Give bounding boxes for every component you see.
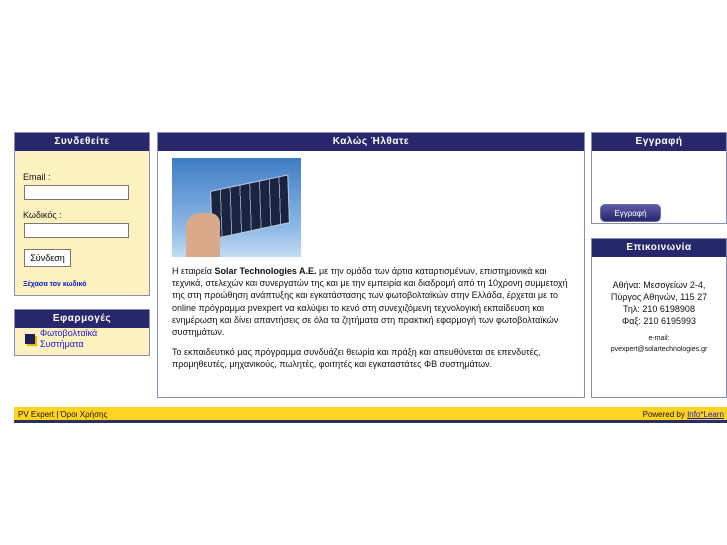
contact-phone: Τηλ: 210 6198908 — [623, 304, 695, 314]
register-panel — [591, 132, 727, 224]
company-name: Solar Technologies A.E. — [214, 266, 317, 276]
footer-separator: | — [54, 410, 61, 419]
apps-panel — [14, 309, 150, 356]
infolearn-link[interactable]: Info*Learn — [687, 410, 724, 419]
program-paragraph: Το εκπαιδευτικό μας πρόγραμμα συνδυάζει θεωρία και πράξη και απευθύνεται σε επενδυτές, προμηθευτές, μηχανικούς, πωλητές, φοιτητές και εγκαταστάτες ΦΒ συστημάτων. — [172, 347, 541, 370]
footer-brand[interactable]: PV Expert — [18, 410, 55, 419]
email-input[interactable] — [24, 185, 129, 200]
contact-address-line2: Πύργος Αθηνών, 115 27 — [610, 292, 708, 302]
forgot-password-link[interactable]: Ξέχασα τον κωδικό — [23, 281, 87, 288]
footer-left — [18, 407, 107, 423]
solar-cell-image — [172, 158, 301, 257]
contact-header: Επικοινωνία — [592, 239, 726, 257]
intro-text-rest: με την ομάδα των άρτια καταρτισμένων, επιστημονικά και τεχνικά, στελεχών και συνεργατών της και με την εμπειρία και διαδρομή από τη 10χρονη συμμετοχή της στη προώθηση ανάπτυξης και εγκατάστασης των φωτοβολταϊκών στην Ελλάδα, έρχεται με το online πρόγραμμα pvexpert να καλύψει το κενό στη συνεχιζόμενη τεχνολογική εκπαίδευση και ενημέρωση και δίνει απαντήσεις σε όλα τα ζητήματα στη πρακτική εφαρμογή των φωτοβολταϊκών συστημάτων. — [172, 266, 568, 338]
contact-email-label: e-mail: — [648, 335, 670, 342]
terms-link[interactable]: Όροι Χρήσης — [60, 410, 108, 419]
welcome-header: Καλώς Ήλθατε — [158, 133, 584, 151]
register-header: Εγγραφή — [592, 133, 726, 151]
contact-email[interactable]: pvexpert@solartechnologies.gr — [610, 346, 708, 353]
app-link-line2: Συστήματα — [40, 339, 84, 349]
contact-address-line1: Αθήνα: Μεσογείων 2-4, — [612, 280, 706, 290]
app-link-line1: Φωτοβολταϊκά — [40, 328, 98, 338]
footer-right — [643, 407, 724, 423]
contact-panel — [591, 238, 727, 398]
register-button[interactable]: Εγγραφή — [600, 204, 661, 222]
powered-by-label: Powered by — [642, 410, 688, 419]
password-label: Κωδικός : — [23, 210, 62, 220]
app-icon — [25, 334, 35, 344]
email-label: Email : — [23, 172, 51, 182]
login-panel — [14, 132, 150, 296]
contact-fax: Φαξ: 210 6195993 — [622, 316, 696, 326]
app-link-photovoltaics[interactable] — [40, 328, 97, 350]
welcome-panel — [157, 132, 585, 398]
intro-paragraph — [172, 265, 572, 338]
login-button[interactable]: Σύνδεση — [24, 249, 71, 267]
footer-bar — [14, 407, 727, 423]
intro-text-start: Η εταιρεία — [172, 266, 215, 276]
apps-header: Εφαρμογές — [15, 310, 149, 328]
login-header: Συνδεθείτε — [15, 133, 149, 151]
password-input[interactable] — [24, 223, 129, 238]
